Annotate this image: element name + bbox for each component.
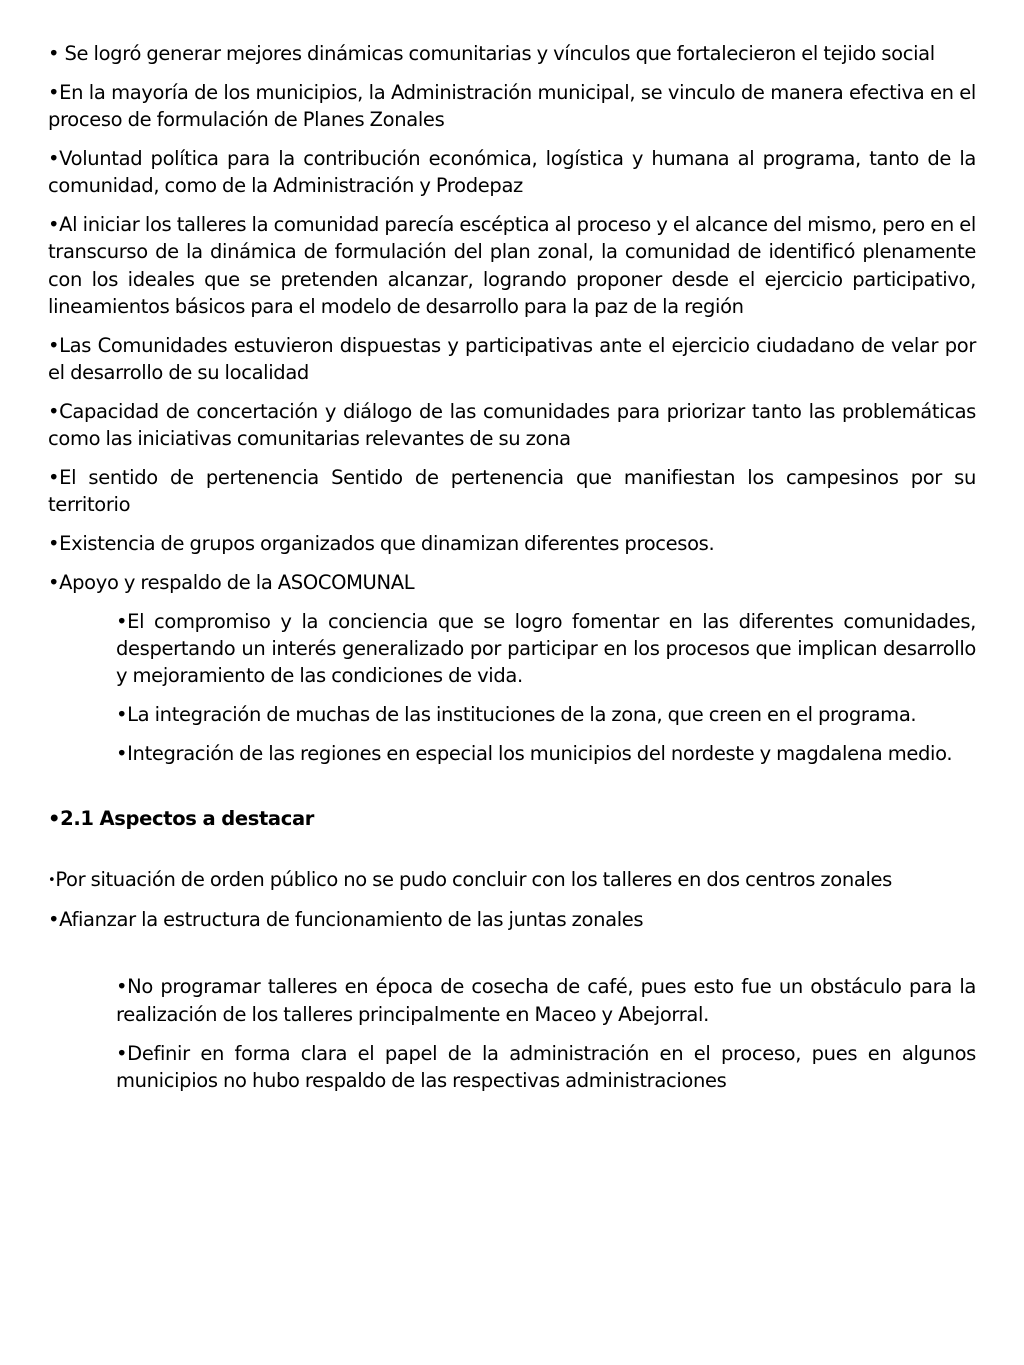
bullet-icon: • (48, 212, 60, 236)
list-item-text: Definir en forma clara el papel de la administración en el proceso, pues en algunos municipios no hubo respaldo de las respectivas administraciones (116, 1041, 976, 1092)
list-item (48, 866, 976, 894)
bullet-icon: • (48, 80, 60, 104)
list-item (48, 569, 976, 596)
list-item (48, 332, 976, 387)
list-item-text: Existencia de grupos organizados que dinamizan diferentes procesos. (59, 531, 715, 555)
bullet-icon: • (116, 1041, 128, 1065)
indented-list-item (116, 608, 976, 690)
list-item-text: Por situación de orden público no se pudo concluir con los talleres en dos centros zonales (55, 868, 892, 892)
list-item-text: Afianzar la estructura de funcionamiento de las juntas zonales (59, 908, 644, 932)
list-item-text: Al iniciar los talleres la comunidad parecía escéptica al proceso y el alcance del mismo, pero en el transcurso de la dinámica de formulación del plan zonal, la comunidad de identificó plenamente con los ideales que se pretenden alcanzar, logrando proponer desde el ejercicio participativo, lineamientos básicos para el modelo de desarrollo para la paz de la región (48, 212, 976, 318)
list-item-text: Se logró generar mejores dinámicas comunitarias y vínculos que fortalecieron el tejido social (64, 42, 935, 65)
bullet-icon: • (116, 741, 128, 765)
bullet-icon: • (48, 807, 61, 831)
section-heading (48, 805, 976, 832)
list-item-text: En la mayoría de los municipios, la Administración municipal, se vinculo de manera efectiva en el proceso de formulación de Planes Zonales (48, 80, 976, 132)
bullet-icon: • (48, 570, 60, 594)
bullet-icon: • (48, 146, 60, 170)
list-item (48, 79, 976, 134)
list-item-text: Apoyo y respaldo de la ASOCOMUNAL (59, 570, 415, 594)
bullet-icon: • (48, 908, 60, 932)
list-item (48, 145, 976, 200)
bullet-icon: • (48, 399, 60, 423)
list-item (48, 398, 976, 453)
list-item (48, 211, 976, 320)
list-item-text: No programar talleres en época de cosecha de café, pues esto fue un obstáculo para la realización de los talleres principalmente en Maceo y Abejorral. (116, 975, 976, 1026)
bullet-icon: • (48, 42, 60, 65)
list-item-text: La integración de muchas de las instituciones de la zona, que creen en el programa. (127, 702, 917, 726)
bullet-icon: • (48, 531, 60, 555)
list-item (48, 906, 976, 933)
list-item-text: Las Comunidades estuvieron dispuestas y participativas ante el ejercicio ciudadano de velar por el desarrollo de su localidad (48, 333, 976, 384)
bullet-icon: • (48, 465, 60, 489)
list-item-text: El compromiso y la conciencia que se logro fomentar en las diferentes comunidades, despertando un interés generalizado por participar en los procesos que implican desarrollo y mejoramiento de las condiciones de vida. (116, 609, 976, 688)
list-item-text: El sentido de pertenencia Sentido de pertenencia que manifiestan los campesinos por su territorio (48, 465, 976, 517)
document-page (48, 40, 976, 1106)
bullet-icon: • (116, 609, 128, 633)
bullet-icon: • (48, 873, 56, 889)
indented-list-item (116, 1040, 976, 1095)
list-item-text: Integración de las regiones en especial los municipios del nordeste y magdalena medio. (127, 741, 953, 765)
indented-list-item (116, 701, 976, 728)
list-item (48, 40, 976, 67)
bullet-icon: • (48, 333, 60, 357)
indented-list-item (116, 973, 976, 1028)
list-item (48, 530, 976, 557)
list-item-text: Voluntad política para la contribución económica, logística y humana al programa, tanto de la comunidad, como de la Administración y Prodepaz (48, 146, 976, 198)
list-item (48, 464, 976, 519)
section-heading-text: 2.1 Aspectos a destacar (60, 807, 315, 831)
bullet-icon: • (116, 702, 128, 726)
indented-list-item (116, 740, 976, 767)
list-item-text: Capacidad de concertación y diálogo de las comunidades para priorizar tanto las problemáticas como las iniciativas comunitarias relevantes de su zona (48, 399, 976, 451)
bullet-icon: • (116, 975, 128, 999)
